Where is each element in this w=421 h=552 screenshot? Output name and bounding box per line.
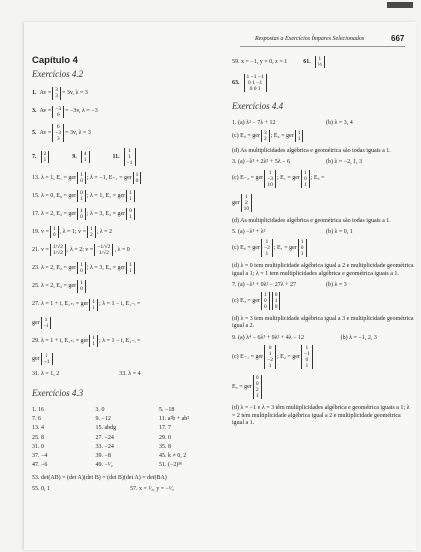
grid-answer: 15. abdg <box>95 425 117 432</box>
matrix-entry: 1 <box>135 171 139 178</box>
answer-29 <box>32 335 228 347</box>
right-column <box>232 56 414 536</box>
matrix-entry: 1 <box>80 262 83 269</box>
grid-answer: 7. 6 <box>32 415 41 422</box>
answer-3-parts-ab <box>232 159 414 165</box>
matrix-entry: 1 <box>268 169 272 176</box>
matrix-entry: −1/√2 <box>97 244 111 251</box>
answer-text: E₃ = ger <box>232 384 252 391</box>
answer-text: 1. (a) λ² − 7λ + 12 <box>232 119 276 126</box>
matrix-entry: 1 <box>80 280 83 287</box>
grid-answer: 27. −24 <box>95 434 114 441</box>
vector <box>41 353 53 365</box>
vector <box>41 151 50 163</box>
grid-answer: 37. −4 <box>32 453 48 460</box>
chapter-title: Capítulo 4 <box>32 55 78 66</box>
answer-text: Av = <box>39 129 52 136</box>
matrix-entry: 0 <box>80 268 83 275</box>
matrix-entry: 6 <box>56 123 60 130</box>
matrix-entry: 10 <box>267 181 273 188</box>
answer-text: = −3v, λ = −3 <box>65 108 98 115</box>
answer-7-part-c <box>232 292 414 310</box>
matrix-entry: 3 <box>55 87 59 94</box>
answer-text: , λ = 1; v = <box>59 229 86 236</box>
answer-text: 57. x = ¹⁄₂, y = −¹⁄₂ <box>130 485 174 492</box>
matrix-entry: 1 <box>300 239 304 246</box>
grid-answer: 31. 0 <box>32 443 44 450</box>
matrix-entry: −3 <box>55 105 62 112</box>
answers-59-61 <box>232 56 414 68</box>
answer-text: (c) E₃ = ger <box>232 132 260 139</box>
matrix-entry: 0 <box>80 177 83 184</box>
vector <box>41 317 52 329</box>
vector <box>50 244 66 256</box>
answer-text: ; λ = 3, E₃ = ger <box>86 210 126 217</box>
answer-number: 11. <box>112 153 120 160</box>
grid-answer: 17. 7 <box>159 425 171 432</box>
answer-text: 59. x = −1, y = 0, z = 1 <box>232 58 288 65</box>
answer-number: 61. <box>303 58 311 65</box>
matrix-entry: 0 <box>255 381 259 388</box>
matrix-entry: 10 <box>243 205 250 212</box>
answer-text: ; E₄ = ger <box>270 132 294 139</box>
matrix-entry: 1 <box>297 136 301 143</box>
grid-answer: 29. 0 <box>159 434 171 441</box>
answer-1-parts-ab <box>232 120 414 126</box>
answer-text: ; λ = 1 − i, E₁₋ᵢ = <box>99 301 141 308</box>
vector <box>77 172 86 184</box>
matrix-row: 0 0 1 <box>249 86 261 93</box>
answer-23 <box>32 262 228 274</box>
corner-mark <box>387 2 413 8</box>
section-title-4-3: Exercícios 4.3 <box>32 388 84 399</box>
matrix-entry: 0 <box>274 304 278 311</box>
matrix-entry: −1 <box>303 350 310 357</box>
answer-text: 15. λ = 0, E₀ = ger <box>32 192 77 199</box>
matrix-entry: 2 <box>245 199 248 206</box>
answer-9-parts-ab <box>232 335 414 341</box>
matrix-entry: 6 <box>56 111 60 118</box>
matrix-entry: −1 <box>126 159 133 166</box>
matrix-entry: 1 <box>268 363 272 370</box>
matrix-entry: −i <box>43 322 49 329</box>
answer-19 <box>32 226 228 238</box>
matrix-entry: 1 <box>129 262 132 269</box>
answer-25 <box>32 280 228 292</box>
answers-7-9-11 <box>32 148 228 166</box>
answer-1-part-c <box>232 130 414 142</box>
vector <box>261 130 270 142</box>
matrix-entry: 1/√2 <box>52 250 63 257</box>
vector <box>133 172 142 184</box>
answer-5-part-c <box>232 239 414 257</box>
answer-text: 21. v = <box>32 247 49 254</box>
grid-answer: 45. k ≠ 0, 2 <box>159 453 187 460</box>
answer-text: , λ = 2; v = <box>66 247 94 254</box>
matrix-entry: 1 <box>92 340 96 347</box>
answer-text: 5. (a) −λ³ + λ² <box>232 229 266 236</box>
vector <box>264 345 276 369</box>
matrix-entry: 1 <box>128 153 131 160</box>
answer-text: 33. λ = 4 <box>119 370 141 377</box>
left-column <box>32 56 228 536</box>
matrix-entry: −2 <box>263 245 270 252</box>
grid-answer: 9. −12 <box>95 415 111 422</box>
answer-text: ; E₁ = ger <box>273 245 297 252</box>
answer-text: ger <box>232 199 240 206</box>
answer-3 <box>32 106 228 118</box>
answer-text: 9. (a) λ⁴ − 6λ³ + 9λ² + 4λ − 12 <box>232 334 305 341</box>
matrix-entry: 1 <box>89 226 93 233</box>
answer-number: 7. <box>32 153 37 160</box>
answers-55-57 <box>32 486 228 492</box>
matrix-entry: 4 <box>83 150 87 157</box>
answer-1 <box>32 87 228 99</box>
answer-13 <box>32 172 228 184</box>
grid-answer: 25. 8 <box>32 434 44 441</box>
matrix-entry: 2 <box>255 387 259 394</box>
vector <box>315 56 325 68</box>
vector <box>272 292 281 310</box>
matrix-entry: 1 <box>268 350 272 357</box>
answer-1-part-d: (d) As multiplicidades algébrica e geométrica são todas iguais a 1. <box>232 148 391 155</box>
answer-text: (c) E₀ = ger <box>232 245 260 252</box>
matrix-entry: 1 <box>80 171 83 178</box>
grid-answer: 1. 16 <box>32 406 44 413</box>
vector <box>261 239 273 257</box>
answer-text: (c) E₋₂ = ger <box>232 175 264 182</box>
grid-answer: 5. −18 <box>159 406 175 413</box>
answer-text: 55. 0, 1 <box>32 485 50 492</box>
vector <box>261 292 270 310</box>
answer-27 <box>32 299 228 311</box>
matrix-entry: 1 <box>129 268 132 275</box>
answer-5-parts-ab <box>232 229 414 235</box>
matrix-entry: 1 <box>255 393 259 400</box>
matrix-entry: 1 <box>92 298 96 305</box>
answer-text: 23. λ = 2, E₂ = ger <box>32 265 77 272</box>
matrix-entry: 1 <box>80 208 83 215</box>
answer-text: ; λ = −1, E₋₁ = ger <box>86 174 132 181</box>
answer-number: 9. <box>72 153 77 160</box>
answer-63 <box>232 74 414 92</box>
matrix-entry: 1 <box>43 156 47 163</box>
answer-text: (b) λ = −2, 1, 3 <box>326 159 363 166</box>
answer-17 <box>32 208 228 220</box>
matrix-entry: 1 <box>129 189 132 196</box>
matrix-entry: 1 <box>44 316 48 323</box>
matrix-entry: 1 <box>80 196 83 203</box>
answer-text: (b) λ = −1, 2, 3 <box>340 334 377 341</box>
matrix-entry: 0 <box>129 208 132 215</box>
answer-text: ; E₃ = <box>310 175 325 182</box>
vector <box>298 239 307 257</box>
answer-3-part-c-cont <box>232 194 414 212</box>
answer-text: 31. λ = 1, 2 <box>32 370 60 377</box>
matrix-row: 1 −1 −1 <box>246 74 264 81</box>
answer-text: = 3v, λ = 3 <box>62 90 88 97</box>
matrix-entry: 1 <box>129 196 132 203</box>
answer-text: (c) E₃ = ger <box>232 298 260 305</box>
answer-text: ; λ = 3, E₃ = ger <box>86 265 126 272</box>
matrix-entry: 0 <box>300 245 304 252</box>
answer-text: ; λ = 1 − i, E₁₋ᵢ = <box>99 337 141 344</box>
answer-27-cont <box>32 317 228 329</box>
answer-text: Av = <box>39 108 52 115</box>
matrix-entry: −3 <box>55 129 62 136</box>
matrix-entry: 1 <box>52 226 56 233</box>
header-title: Respostas a Exercícios Ímpares Selecionados <box>255 36 365 42</box>
matrix-entry: 1 <box>318 56 322 62</box>
matrix-entry: 1 <box>305 363 309 370</box>
running-header <box>0 33 421 45</box>
matrix-entry: 1 <box>300 251 304 258</box>
matrix-entry: 3 <box>263 129 267 136</box>
vector <box>50 226 59 238</box>
answer-5 <box>32 124 228 142</box>
answer-9-part-d: (d) λ = −1 e λ = 3 têm multiplicidades algébrica e geométrica iguais a 1; λ = 2 tem multiplicidade algébrica igual a 2 e multiplicidade geométrica igual a 1. <box>232 405 410 426</box>
matrix-entry: 1 <box>129 214 132 221</box>
answer-text: 25. λ = 2, E₂ = ger <box>32 283 77 290</box>
answer-text: ; E₁ = ger <box>277 175 300 182</box>
answer-15 <box>32 190 228 202</box>
matrix-entry: 0 <box>263 304 267 311</box>
matrix-entry: 1/√2 <box>98 250 109 257</box>
vector <box>126 262 135 274</box>
matrix-entry: 0 <box>80 189 83 196</box>
vector <box>241 194 253 212</box>
vector <box>52 87 61 99</box>
answer-5-part-d: (d) λ = 0 tem multiplicidade algébrica igual a 2 e multiplicidade geométrica igual a 1; λ = 1 tem multiplicidades algébrica e geométrica iguais a 1. <box>232 263 414 277</box>
vector <box>52 106 64 118</box>
answer-number: 1. <box>32 90 37 97</box>
answer-number: 5. <box>32 129 37 136</box>
answer-text: (b) λ = 0, 1 <box>326 229 353 236</box>
answer-text: ger <box>32 319 40 326</box>
vector <box>77 280 86 292</box>
matrix-entry: 1 <box>303 169 307 176</box>
matrix-row: 0 1 −1 <box>248 80 263 87</box>
vector <box>77 190 86 202</box>
matrix-entry: 0 <box>268 344 272 351</box>
matrix-entry: i <box>45 352 48 359</box>
grid-answer: 47. −6 <box>32 462 48 469</box>
answers-grid <box>32 407 228 469</box>
grid-answer: 11. a²b + ab² <box>159 415 190 422</box>
vector <box>94 244 113 256</box>
matrix-entry: 0 <box>52 232 56 239</box>
matrix-entry: 2 <box>43 150 47 157</box>
section-title-4-4: Exercícios 4.4 <box>232 101 284 112</box>
answer-text: 17. λ = 2, E₂ = ger <box>32 210 77 217</box>
vector <box>253 375 262 399</box>
answer-9-part-c <box>232 345 414 369</box>
vector <box>301 345 313 369</box>
grid-answer: 35. 8 <box>159 443 171 450</box>
matrix-entry: 0 <box>303 175 307 182</box>
matrix-entry: 1 <box>92 334 96 341</box>
vector <box>124 148 136 166</box>
vector <box>52 124 64 142</box>
vector <box>126 190 135 202</box>
answer-53: 53. det(AB) = (det A)(det B) = (det B)(det A) = det(BA) <box>32 474 167 481</box>
answer-7-parts-ab <box>232 282 414 288</box>
answer-text: 19. v = <box>32 229 49 236</box>
matrix-entry: 0 <box>274 292 278 299</box>
answer-text: ; E₂ = ger <box>277 353 300 360</box>
answer-text: = 3v, λ = 3 <box>65 129 91 136</box>
answer-text: , λ = 2 <box>96 229 113 236</box>
vector <box>87 226 96 238</box>
grid-answer: 33. −24 <box>95 443 114 450</box>
answer-9-part-c-cont <box>232 375 414 399</box>
answer-21 <box>32 244 228 256</box>
grid-answer: 3. 0 <box>95 406 105 413</box>
answer-text: Av = <box>39 90 52 97</box>
matrix-entry: 1 <box>263 292 267 299</box>
grid-answer: 13. 4 <box>32 425 44 432</box>
matrix-entry: −3 <box>267 175 273 182</box>
answer-text: 27. λ = 1 + i, E₁₊ᵢ = ger <box>32 301 89 308</box>
answer-3-part-d: (d) As multiplicidades algébrica e geométrica são todas iguais a 1. <box>232 217 391 224</box>
matrix-entry: 0 <box>135 177 139 184</box>
matrix-entry: 1 <box>265 239 269 246</box>
matrix <box>244 74 267 92</box>
answer-3-part-c <box>232 170 414 188</box>
answer-number: 63. <box>232 80 240 87</box>
vector <box>264 170 276 188</box>
matrix-entry: 3 <box>55 93 59 100</box>
matrix-entry: i <box>92 304 95 311</box>
answer-text: , λ = 0 <box>114 247 130 254</box>
grid-answer: 51. (−2)³ⁿ <box>159 462 183 469</box>
vector <box>81 151 90 163</box>
matrix-entry: 0 <box>80 286 83 293</box>
vector <box>295 130 304 142</box>
answer-number: 3. <box>32 108 37 115</box>
vector <box>126 208 135 220</box>
grid-answer: 39. −8 <box>95 453 111 460</box>
matrix-entry: ⅓ <box>317 62 322 69</box>
matrix-entry: 0 <box>305 357 309 364</box>
answers-31-33 <box>32 371 228 377</box>
answer-text: 3. (a) −λ³ + 2λ² + 5λ − 6 <box>232 159 291 166</box>
page-number: 667 <box>391 34 405 43</box>
matrix-entry: 1 <box>274 298 278 305</box>
matrix-entry: 1 <box>303 181 307 188</box>
answer-7-part-d: (d) λ = 3 tem multiplicidade algébrica igual a 3 e multiplicidade geométrica igual a 2. <box>232 316 414 330</box>
answer-text: ger <box>32 355 40 362</box>
vector <box>89 299 98 311</box>
matrix-entry: 1 <box>265 251 269 258</box>
answer-text: ; λ = 1, E₁ = ger <box>86 192 126 199</box>
answer-text: (c) E₋₁ = ger <box>232 353 264 360</box>
matrix-entry: 3 <box>56 135 60 142</box>
matrix-entry: 1 <box>305 344 309 351</box>
matrix-entry: 0 <box>263 298 267 305</box>
vector <box>301 170 310 188</box>
header-rule <box>240 46 405 47</box>
matrix-entry: 1/√2 <box>52 244 63 251</box>
vector <box>77 262 86 274</box>
answer-text: 29. λ = 1 + i, E₁₊ᵢ = ger <box>32 337 89 344</box>
matrix-entry: 2 <box>263 136 267 143</box>
vector <box>77 208 86 220</box>
matrix-entry: 0 <box>255 375 259 382</box>
matrix-entry: −2 <box>267 357 273 364</box>
answer-text: (b) λ = 3 <box>326 281 347 288</box>
matrix-entry: 0 <box>80 214 83 221</box>
answer-29-cont <box>32 353 228 365</box>
answer-text: 7. (a) −λ³ + 9λ² − 27λ + 27 <box>232 281 297 288</box>
answer-text: 13. λ = 1, E₁ = ger <box>32 174 77 181</box>
answer-text: (b) λ = 3, 4 <box>326 119 353 126</box>
matrix-entry: 1 <box>83 156 87 163</box>
matrix-entry: 1 <box>297 129 301 136</box>
matrix-entry: −1 <box>43 358 50 365</box>
matrix-entry: 2 <box>89 232 93 239</box>
vector <box>89 335 98 347</box>
grid-answer: 49. −¹⁄₂ <box>95 462 113 469</box>
matrix-entry: 1 <box>245 193 248 200</box>
matrix-entry: 1 <box>128 147 131 154</box>
section-title-4-2: Exercícios 4.2 <box>32 68 84 79</box>
